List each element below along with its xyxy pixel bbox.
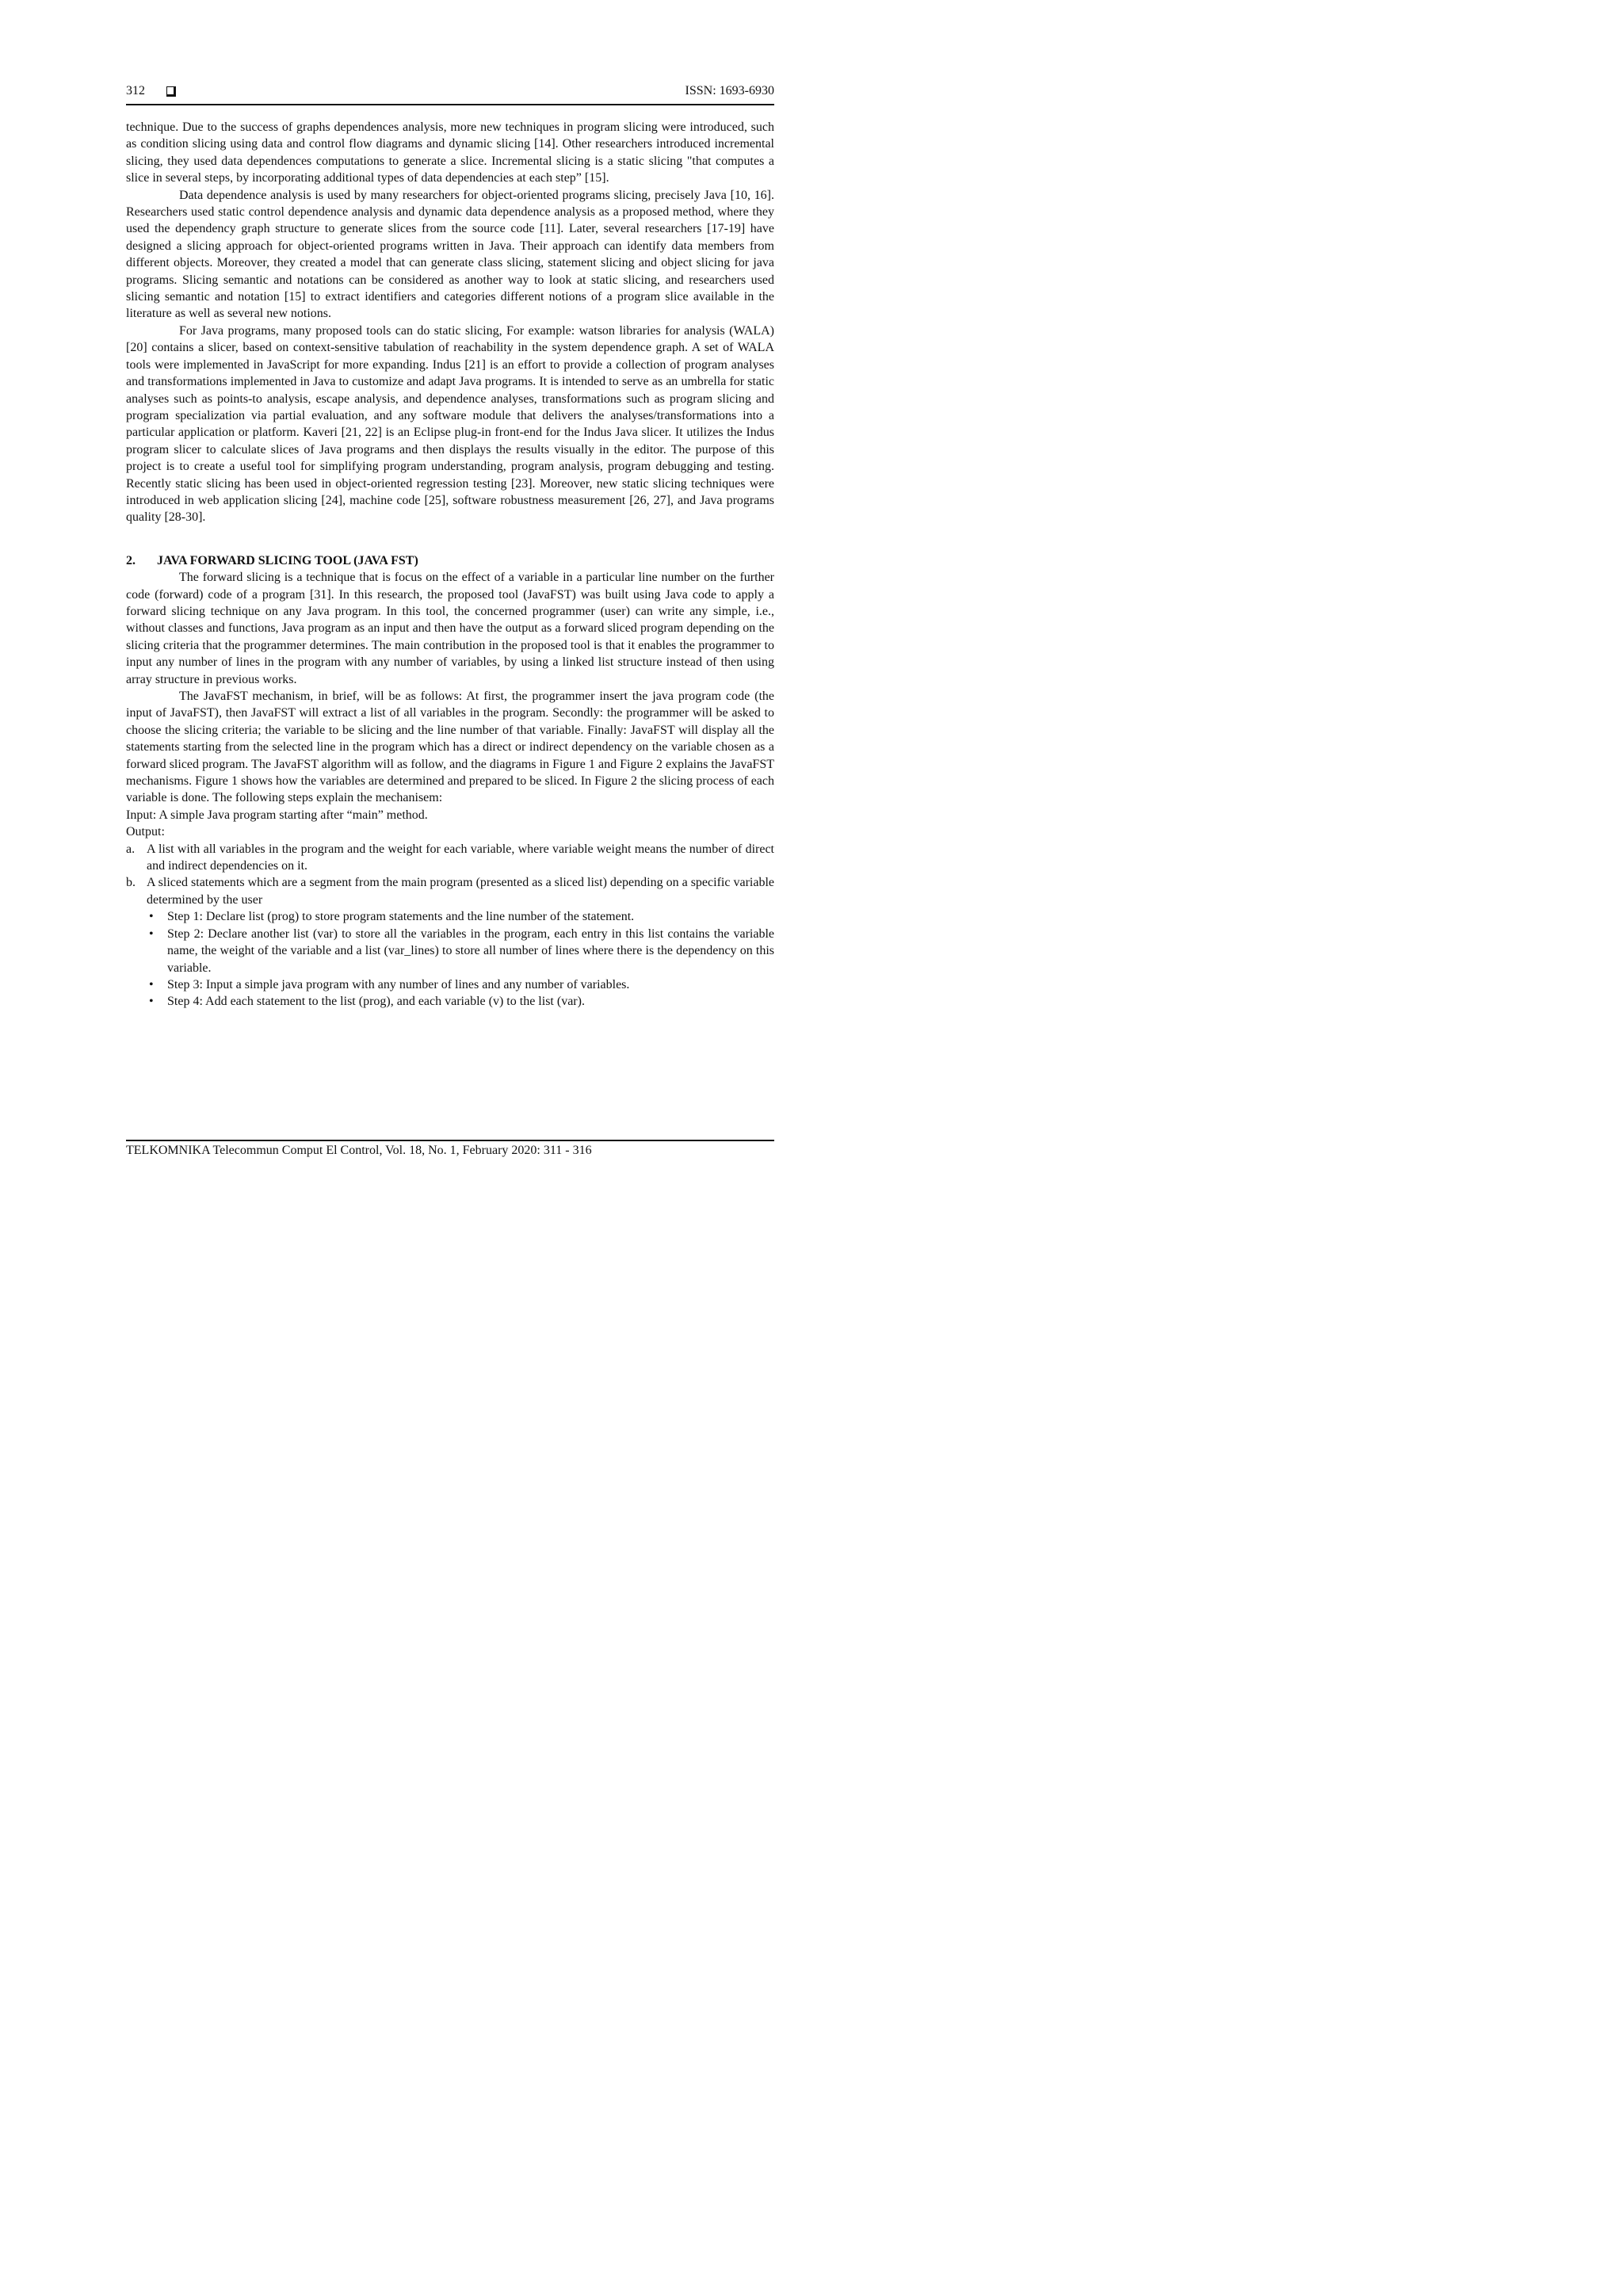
step-item — [147, 908, 774, 925]
item-label: b. — [126, 876, 136, 890]
page-header — [126, 82, 774, 106]
paragraph-3: For Java programs, many proposed tools can do static slicing, For example: watson libraries for analysis (WALA) [20] contains a slicer, based on context-sensitive tabulation of reachability in the system dependence graph. A set of WALA tools were implemented in JavaScript for more expanding. Indus [21] is an effort to provide a collection of program analyses and transformations implemented in Java to customize and adapt Java programs. It is intended to serve as an umbrella for static analyses such as points-to analysis, escape analysis, and dependence analyses, transformations such as program slicing and program specialization via partial evaluation, and any software module that delivers the analyses/transformations into a particular application or platform. Kaveri [21, 22] is an Eclipse plug-in front-end for the Indus Java slicer. It utilizes the Indus program slicer to calculate slices of Java programs and then displays the results visually in the editor. The purpose of this project is to create a useful tool for simplifying program understanding, program analysis, program debugging and testing. Recently static slicing has been used in object-oriented regression testing [23]. Moreover, new static slicing techniques were introduced in web application slicing [24], machine code [25], software robustness measurement [26, 27], and Java programs quality [28-30]. — [126, 323, 774, 525]
step-item — [147, 926, 774, 976]
section-paragraph-1: The forward slicing is a technique that is focus on the effect of a variable in a particular line number on the further code (forward) code of a program [31]. In this research, the proposed tool (JavaFST) was built using Java code to apply a forward slicing technique on any Java program. In this tool, the concerned programmer (user) can write any simple, i.e., without classes and functions, Java program as an input and then have the output as a forward sliced program depending on the slicing criteria that the programmer determines. The main contribution in the proposed tool is that it enables the programmer to input any number of lines in the program with any number of variables, by using a linked list structure instead of then using array structure in previous works. — [126, 571, 774, 686]
item-text: A list with all variables in the program and the weight for each variable, where variable weight means the number of direct and indirect dependencies on it. — [147, 842, 774, 873]
paragraph-1: technique. Due to the success of graphs dependences analysis, more new techniques in program slicing were introduced, such as condition slicing using data and control flow diagrams and dynamic slicing [14]. Other researchers introduced incremental slicing, they used data dependences computations to generate a slice. Incremental slicing is a static slicing "that computes a slice in several steps, by incorporating additional types of data dependencies at each step” [15]. — [126, 120, 774, 185]
header-rule — [126, 104, 774, 105]
body-text — [126, 119, 774, 1010]
step-item — [147, 976, 774, 993]
footer-rule — [126, 1140, 774, 1141]
step-text: Step 1: Declare list (prog) to store program statements and the line number of the statement. — [167, 910, 635, 924]
bullet-icon: • — [149, 926, 154, 941]
section-title: JAVA FORWARD SLICING TOOL (JAVA FST) — [157, 553, 418, 567]
section-paragraph-2: The JavaFST mechanism, in brief, will be as follows: At first, the programmer insert the java program code (the input of JavaFST), then JavaFST will extract a list of all variables in the program. Secondly: the programmer will be asked to choose the slicing criteria; the variable to be slicing and the line number of that variable. Finally: JavaFST will display all the statements starting from the selected line in the program which has a direct or indirect dependency on the variable chosen as a forward sliced program. The JavaFST algorithm will as follow, and the diagrams in Figure 1 and Figure 2 explains the JavaFST mechanisms. Figure 1 shows how the variables are determined and prepared to be sliced. In Figure 2 the slicing process of each variable is done. The following steps explain the mechanisem: — [126, 690, 774, 805]
output-list — [126, 841, 774, 909]
section-number: 2. — [126, 553, 136, 567]
list-item — [126, 874, 774, 908]
step-text: Step 3: Input a simple java program with any number of lines and any number of variables. — [167, 977, 630, 991]
step-text: Step 2: Declare another list (var) to store all the variables in the program, each entry in this list contains the variable name, the weight of the variable and a list (var_lines) to store all number of lines where there is the dependency on this variable. — [167, 926, 774, 975]
step-text: Step 4: Add each statement to the list (prog), and each variable (v) to the list (var). — [167, 995, 585, 1009]
bullet-icon: • — [149, 977, 154, 991]
output-label: Output: — [126, 825, 165, 839]
steps-list — [126, 908, 774, 1010]
list-item — [126, 841, 774, 875]
bullet-icon: • — [149, 995, 154, 1009]
issn-label: ISSN: 1693-6930 — [685, 84, 774, 97]
input-line: Input: A simple Java program starting after “main” method. — [126, 808, 428, 822]
item-label: a. — [126, 842, 136, 856]
box-icon — [166, 86, 176, 97]
footer-citation: TELKOMNIKA Telecommun Comput El Control, Vol. 18, No. 1, February 2020: 311 - 316 — [126, 1144, 592, 1157]
step-item — [147, 993, 774, 1010]
page-number: 312 — [126, 84, 145, 97]
paragraph-2: Data dependence analysis is used by many researchers for object-oriented programs slicing, precisely Java [10, 16]. Researchers used static control dependence analysis and dynamic data dependence analysis as a proposed method, where they used the dependency graph structure to generate slices from the source code [11]. Later, several researchers [17-19] have designed a slicing approach for object-oriented programs written in Java. Their approach can identify data members from different objects. Moreover, they created a model that can generate class slicing, statement slicing and object slicing for java programs. Slicing semantic and notations can be considered as another way to look at static slicing, and researchers used slicing semantic and notation [15] to extract identifiers and categories different notions of a program slice available in the literature as well as several new notions. — [126, 188, 774, 321]
item-text: A sliced statements which are a segment from the main program (presented as a sliced list) depending on a specific variable determined by the user — [147, 876, 774, 907]
bullet-icon: • — [149, 910, 154, 924]
section-heading — [126, 552, 774, 569]
